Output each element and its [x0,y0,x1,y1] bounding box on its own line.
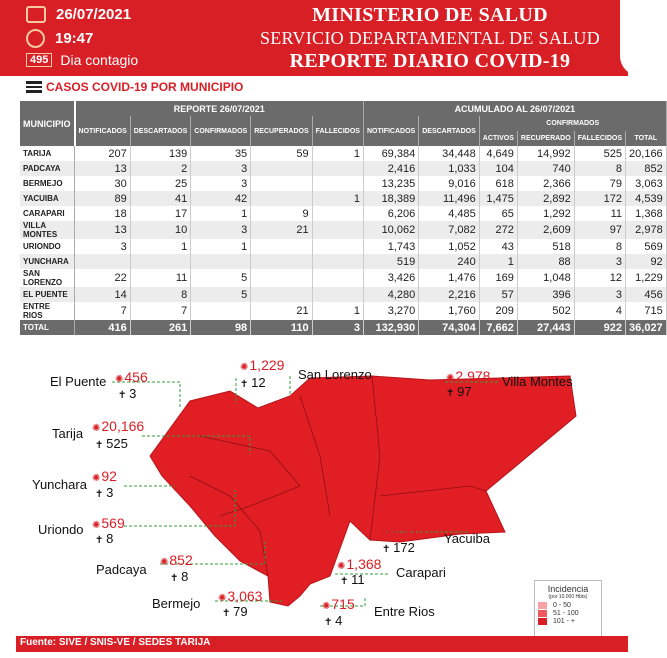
report-cell: 1 [312,146,363,161]
report-cell: 14 [75,287,131,302]
report-cell: 30 [75,176,131,191]
accum-cell: 65 [479,206,517,221]
report-cell: 7 [130,302,191,320]
report-cell: 13 [75,221,131,239]
report-cell [191,302,251,320]
ministry-name: MINISTERIO DE SALUD [312,4,548,26]
report-cell: 139 [130,146,191,161]
report-cell [251,254,312,269]
accum-cell: 13,235 [364,176,419,191]
accum-cell: 2,978 [626,221,667,239]
total-report-cell: 3 [312,320,363,335]
report-cell [312,221,363,239]
municipio-name: YUNCHARA [20,254,75,269]
cases-table [20,101,667,335]
accum-cell: 618 [479,176,517,191]
total-accum-cell: 132,930 [364,320,419,335]
table-row [20,254,666,269]
map-death-count: ✝ 172 [382,540,415,555]
map-place-label: Villa Montes [502,374,573,389]
report-cell: 22 [75,269,131,287]
accum-cell: 4 [574,302,625,320]
accum-cell: 7,082 [419,221,480,239]
map-case-count: ✺ 1,229 [240,357,284,373]
report-cell [130,254,191,269]
accum-cell: 272 [479,221,517,239]
report-cell: 11 [130,269,191,287]
report-cell [312,161,363,176]
report-cell: 18 [75,206,131,221]
total-accum-cell: 27,443 [517,320,574,335]
map-place-label: Carapari [396,565,446,580]
report-cell [312,239,363,254]
accum-cell: 519 [364,254,419,269]
map-case-count: ✺ 4,539 [380,522,424,538]
report-cell: 42 [191,191,251,206]
report-cell: 25 [130,176,191,191]
accum-cell: 2,892 [517,191,574,206]
municipio-name: VILLA MONTES [20,221,75,239]
legend-swatch [538,610,547,617]
report-cell [312,269,363,287]
report-cell: 9 [251,206,312,221]
accum-cell: 18,389 [364,191,419,206]
report-cell: 10 [130,221,191,239]
report-cell: 13 [75,161,131,176]
map-death-count: ✝ 79 [222,604,248,619]
col-conf-0: ACTIVOS [479,131,517,146]
accum-cell: 396 [517,287,574,302]
col-conf-3: TOTAL [626,131,667,146]
accum-cell: 14,992 [517,146,574,161]
accum-cell: 518 [517,239,574,254]
col-report-4: FALLECIDOS [312,116,363,146]
accum-cell: 172 [574,191,625,206]
report-cell: 21 [251,221,312,239]
accum-cell: 10,062 [364,221,419,239]
map-place-label: Padcaya [96,562,147,577]
accum-cell: 852 [626,161,667,176]
accum-cell: 569 [626,239,667,254]
municipio-header: MUNICIPIO [20,101,75,146]
accum-cell: 79 [574,176,625,191]
municipio-name: CARAPARI [20,206,75,221]
legend-swatch [538,618,547,625]
table-row [20,191,666,206]
table-row [20,176,666,191]
accum-cell: 69,384 [364,146,419,161]
ministry-title [250,4,610,73]
accum-cell: 169 [479,269,517,287]
map-place-label: Bermejo [152,596,201,611]
day-number-badge: 495 [26,53,52,67]
calendar-icon [26,6,46,23]
accum-cell: 1,475 [479,191,517,206]
map-death-count: ✝ 11 [340,572,365,587]
incidence-legend [534,580,602,642]
accum-cell: 1,048 [517,269,574,287]
accum-cell: 34,448 [419,146,480,161]
time-row [26,29,93,48]
col-report-0: NOTIFICADOS [75,116,131,146]
report-cell: 35 [191,146,251,161]
map-death-count: ✝ 97 [446,384,472,399]
report-cell: 207 [75,146,131,161]
accum-cell: 1,229 [626,269,667,287]
map-place-label: Tarija [52,426,84,441]
report-cell: 21 [251,302,312,320]
accum-cell: 2,416 [364,161,419,176]
report-cell [312,254,363,269]
report-cell [312,287,363,302]
total-report-cell: 110 [251,320,312,335]
map-place-label: San Lorenzo [298,367,372,382]
report-cell: 1 [312,302,363,320]
table-row [20,269,666,287]
map-case-count: ✺ 2,978 [446,368,490,384]
municipio-name: TARIJA [20,146,75,161]
report-cell: 3 [191,176,251,191]
map-place-label: Yacuiba [444,531,491,546]
day-label: Dia contagio [60,52,139,68]
accum-cell: 715 [626,302,667,320]
accum-cell: 1,033 [419,161,480,176]
col-report-3: RECUPERADOS [251,116,312,146]
municipio-name: SAN LORENZO [20,269,75,287]
table-row [20,161,666,176]
map-death-count: ✝ 3 [118,386,136,401]
map-death-count: ✝ 4 [324,613,342,628]
service-name: SERVICIO DEPARTAMENTAL DE SALUD [259,28,601,48]
col-accum-0: NOTIFICADOS [364,116,419,146]
accum-cell: 1,760 [419,302,480,320]
col-conf-1: RECUPERADO [517,131,574,146]
report-cell: 41 [130,191,191,206]
report-cell [312,176,363,191]
map-case-count: ✺ 20,166 [92,418,144,434]
report-title: REPORTE DIARIO COVID-19 [289,50,571,72]
report-cell [251,161,312,176]
accum-cell: 88 [517,254,574,269]
section-title-text: CASOS COVID-19 POR MUNICIPIO [46,80,244,94]
accum-cell: 502 [517,302,574,320]
legend-item: 101 - + [538,618,598,625]
map-place-label: Entre Rios [374,604,435,619]
accum-cell: 3,270 [364,302,419,320]
map-case-count: ✺ 92 [92,468,117,484]
source-footer: Fuente: SIVE / SNIS-VE / SEDES TARIJA [16,636,628,652]
date-row [26,6,131,23]
accum-cell: 2,366 [517,176,574,191]
accum-cell: 12 [574,269,625,287]
report-cell [251,269,312,287]
table-row [20,146,666,161]
accum-cell: 1,052 [419,239,480,254]
report-cell: 89 [75,191,131,206]
accum-cell: 209 [479,302,517,320]
accum-cell: 9,016 [419,176,480,191]
municipio-name: ENTRE RIOS [20,302,75,320]
report-cell: 1 [312,191,363,206]
municipio-name: PADCAYA [20,161,75,176]
total-accum-cell: 922 [574,320,625,335]
day-row [26,52,138,68]
report-cell [251,239,312,254]
table-row [20,302,666,320]
table-row [20,287,666,302]
col-report-2: CONFIRMADOS [191,116,251,146]
accum-cell: 104 [479,161,517,176]
municipio-name: YACUIBA [20,191,75,206]
report-cell: 59 [251,146,312,161]
map-death-count: ✝ 8 [95,531,113,546]
accum-cell: 4,539 [626,191,667,206]
accum-cell: 525 [574,146,625,161]
accum-cell: 1,292 [517,206,574,221]
confirmed-group: CONFIRMADOS [479,116,666,131]
map-death-count: ✝ 525 [95,436,128,451]
report-cell: 2 [130,161,191,176]
header-curve [620,0,640,76]
table-row [20,239,666,254]
accum-cell: 11 [574,206,625,221]
accum-cell: 11,496 [419,191,480,206]
municipio-name: EL PUENTE [20,287,75,302]
report-cell [75,254,131,269]
total-report-cell: 261 [130,320,191,335]
table-icon [26,81,42,93]
total-accum-cell: 36,027 [626,320,667,335]
report-header: REPORTE 26/07/2021 [75,101,364,116]
accum-cell: 3 [574,254,625,269]
accum-cell: 4,280 [364,287,419,302]
report-cell: 1 [191,206,251,221]
accum-cell: 240 [419,254,480,269]
report-cell [191,254,251,269]
legend-item: 0 - 50 [538,602,598,609]
accum-cell: 1,368 [626,206,667,221]
total-report-cell: 416 [75,320,131,335]
accum-cell: 1,476 [419,269,480,287]
col-accum-1: DESCARTADOS [419,116,480,146]
report-cell: 7 [75,302,131,320]
legend-swatch [538,602,547,609]
report-cell [251,191,312,206]
accum-cell: 6,206 [364,206,419,221]
map-place-label: Yunchara [32,477,87,492]
accum-cell: 2,609 [517,221,574,239]
table-row [20,221,666,239]
total-report-cell: 98 [191,320,251,335]
accum-cell: 4,649 [479,146,517,161]
legend-title: Incidencia [547,584,589,594]
table-row [20,206,666,221]
accum-cell: 92 [626,254,667,269]
accum-cell: 740 [517,161,574,176]
legend-subtitle: (por 10.000 Hbts) [548,594,588,600]
map-case-count: ✺ 3,063 [218,588,262,604]
report-cell: 3 [191,161,251,176]
accum-cell: 8 [574,161,625,176]
total-row [20,320,666,335]
map-case-count: ✺ 456 [115,369,148,385]
report-cell: 3 [75,239,131,254]
map-case-count: ✺ 1,368 [337,556,381,572]
accum-cell: 1,743 [364,239,419,254]
col-report-1: DESCARTADOS [130,116,191,146]
report-time: 19:47 [55,30,94,47]
total-label: TOTAL [20,320,75,335]
report-date: 26/07/2021 [56,6,132,23]
map-case-count: ✺ 569 [92,515,125,531]
section-title [26,80,243,94]
report-cell: 1 [191,239,251,254]
report-cell: 17 [130,206,191,221]
map-death-count: ✝ 3 [95,485,113,500]
total-accum-cell: 7,662 [479,320,517,335]
total-accum-cell: 74,304 [419,320,480,335]
report-cell [251,287,312,302]
accum-cell: 20,166 [626,146,667,161]
accum-header: ACUMULADO AL 26/07/2021 [364,101,666,116]
accum-cell: 4,485 [419,206,480,221]
municipio-name: BERMEJO [20,176,75,191]
accum-cell: 57 [479,287,517,302]
map-place-label: El Puente [50,374,107,389]
map-place-label: Uriondo [38,522,84,537]
accum-cell: 456 [626,287,667,302]
col-conf-2: FALLECIDOS [574,131,625,146]
accum-cell: 3,426 [364,269,419,287]
map-case-count: ✺ 852 [160,552,193,568]
report-cell [312,206,363,221]
legend-item: 51 - 100 [538,610,598,617]
accum-cell: 8 [574,239,625,254]
map-death-count: ✝ 12 [240,375,266,390]
municipio-name: URIONDO [20,239,75,254]
accum-cell: 3 [574,287,625,302]
accum-cell: 2,216 [419,287,480,302]
accum-cell: 43 [479,239,517,254]
map-death-count: ✝ 8 [170,569,188,584]
report-header [0,0,628,76]
accum-cell: 1 [479,254,517,269]
report-cell [251,176,312,191]
report-cell: 5 [191,269,251,287]
accum-cell: 3,063 [626,176,667,191]
clock-icon [26,29,45,48]
report-cell: 8 [130,287,191,302]
report-cell: 3 [191,221,251,239]
accum-cell: 97 [574,221,625,239]
map-case-count: ✺ 715 [322,596,355,612]
report-cell: 5 [191,287,251,302]
report-cell: 1 [130,239,191,254]
